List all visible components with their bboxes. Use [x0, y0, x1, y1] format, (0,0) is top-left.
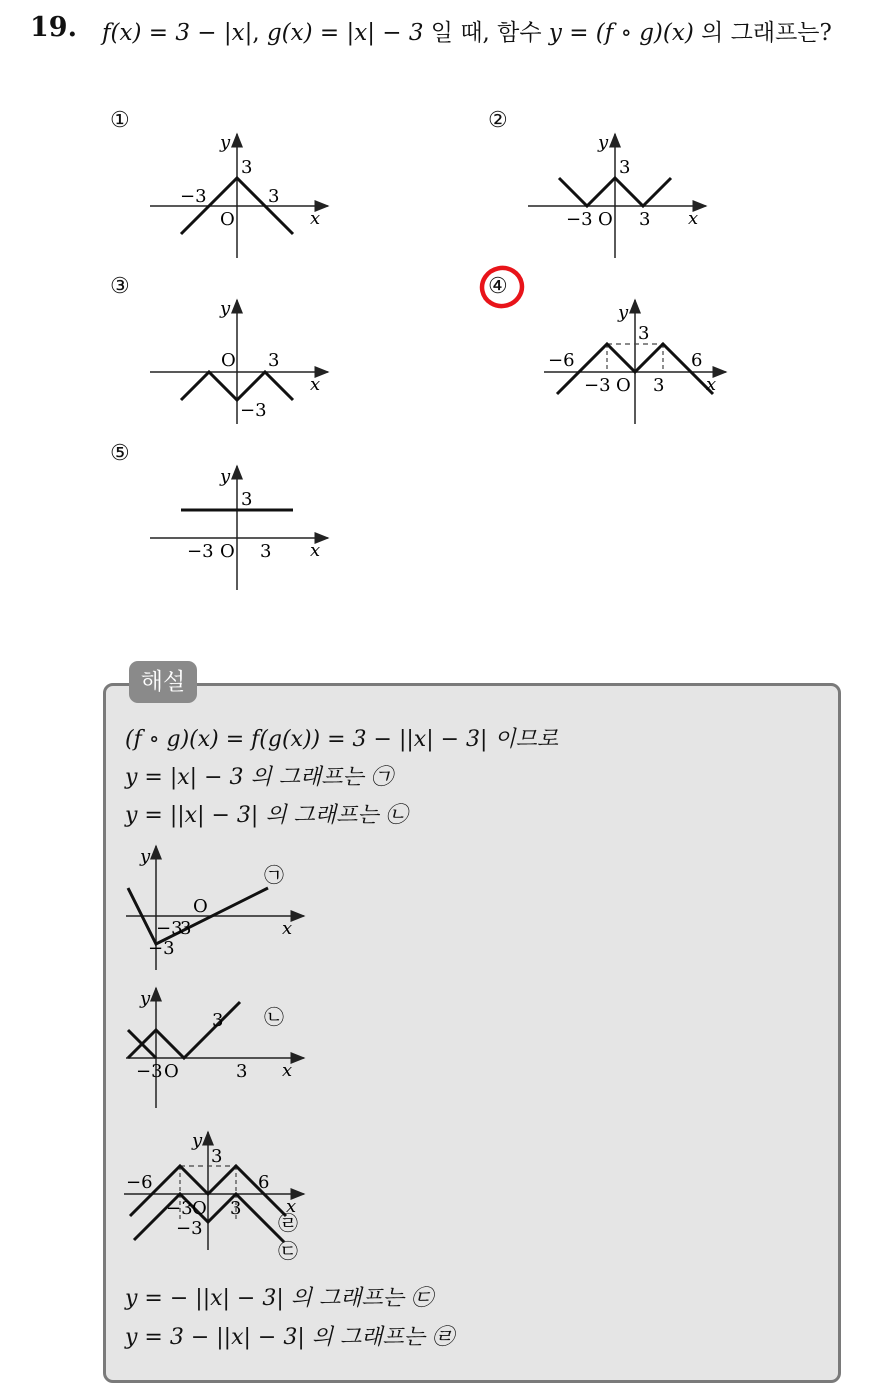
question-body: 일 때, 함수: [430, 20, 542, 46]
tick-x-neg3: −3: [187, 541, 214, 562]
y-axis-label: y: [140, 846, 151, 867]
tick-x-neg3: −3: [180, 186, 207, 207]
choice-3-label[interactable]: ③: [110, 274, 130, 299]
tick-x-6: 6: [691, 350, 703, 371]
y-axis-label: y: [220, 466, 231, 487]
tick-x-neg3: −3: [584, 375, 611, 396]
tick-x-neg3: −3: [156, 918, 183, 939]
composition-expression: y = (f ∘ g)(x): [548, 20, 694, 46]
y-axis-label: y: [220, 132, 231, 153]
x-axis-label: x: [282, 918, 293, 939]
choice-1-label[interactable]: ①: [110, 108, 130, 133]
tick-x-3: 3: [268, 350, 280, 371]
origin-label: O: [192, 1198, 207, 1219]
solution-line-2: y = |x| − 3 의 그래프는 ㉠: [125, 765, 393, 790]
tick-y-neg3: −3: [148, 938, 175, 959]
tick-x-6: 6: [258, 1172, 270, 1193]
tick-x-3: 3: [653, 375, 665, 396]
x-axis-label: x: [688, 208, 699, 229]
question-text: [102, 14, 832, 47]
origin-label: O: [598, 209, 613, 230]
question-number: 19.: [30, 12, 77, 43]
choice-1-graph[interactable]: [140, 128, 340, 263]
origin-label: O: [193, 896, 208, 917]
separator: ,: [252, 20, 260, 46]
x-axis-label: x: [310, 208, 321, 229]
tick-x-neg3: −3: [136, 1061, 163, 1082]
solution-graph-3: [118, 1126, 338, 1266]
tick-y-3: 3: [212, 1010, 224, 1031]
tick-x-neg6: −6: [548, 350, 575, 371]
origin-label: O: [616, 375, 631, 396]
tick-x-3: 3: [260, 541, 272, 562]
tick-x-neg3: −3: [566, 209, 593, 230]
x-axis-label: x: [310, 540, 321, 561]
tick-x-neg6: −6: [126, 1172, 153, 1193]
tick-x-3: 3: [268, 186, 280, 207]
solution-line-4: y = − ||x| − 3| 의 그래프는 ㉢: [125, 1286, 433, 1311]
choice-2-label[interactable]: ②: [488, 108, 508, 133]
x-axis-label: x: [286, 1196, 297, 1217]
choice-5-label[interactable]: ⑤: [110, 441, 130, 466]
graph-mark-digeut: ㉢: [278, 1239, 298, 1263]
graph-mark-giyeok: ㉠: [264, 863, 284, 887]
tick-y-3: 3: [241, 157, 253, 178]
origin-label: O: [220, 541, 235, 562]
graph-mark-nieun: ㉡: [264, 1005, 284, 1029]
y-axis-label: y: [618, 302, 629, 323]
choice-4-label[interactable]: ④: [488, 274, 508, 299]
tick-x-3: 3: [639, 209, 651, 230]
origin-label: O: [221, 350, 236, 371]
graph-mark-rieul: ㉣: [278, 1211, 298, 1235]
tick-x-neg3: −3: [166, 1198, 193, 1219]
g-definition: g(x) = |x| − 3: [266, 20, 424, 46]
f-definition: f(x) = 3 − |x|: [102, 20, 253, 46]
choice-2-graph[interactable]: [518, 128, 718, 263]
tick-y-3: 3: [211, 1146, 223, 1167]
tick-y-neg3: −3: [176, 1218, 203, 1239]
solution-line-5: y = 3 − ||x| − 3| 의 그래프는 ㉣: [125, 1325, 454, 1350]
x-axis-label: x: [282, 1060, 293, 1081]
solution-graph-2: [118, 982, 318, 1117]
y-axis-label: y: [192, 1130, 203, 1151]
solution-line-1: (f ∘ g)(x) = f(g(x)) = 3 − ||x| − 3| 이므로: [125, 727, 559, 752]
tick-x-3: 3: [180, 918, 192, 939]
x-axis-label: x: [310, 374, 321, 395]
tick-y-3: 3: [619, 157, 631, 178]
solution-graph-1: [118, 840, 318, 975]
choice-4-graph[interactable]: [536, 294, 736, 429]
choice-3-graph[interactable]: [140, 294, 340, 429]
solution-line-3: y = ||x| − 3| 의 그래프는 ㉡: [125, 803, 408, 828]
x-axis-label: x: [706, 374, 717, 395]
tick-y-3: 3: [241, 489, 253, 510]
graph-line-lower: [134, 1194, 284, 1242]
origin-label: O: [220, 209, 235, 230]
origin-label: O: [164, 1061, 179, 1082]
y-axis-label: y: [140, 988, 151, 1009]
y-axis-label: y: [598, 132, 609, 153]
tick-y-neg3: −3: [240, 400, 267, 421]
solution-tag: 해설: [129, 661, 197, 703]
tick-x-3: 3: [230, 1198, 242, 1219]
tick-x-3: 3: [236, 1061, 248, 1082]
y-axis-label: y: [220, 298, 231, 319]
question-ask: 의 그래프는?: [701, 20, 832, 46]
tick-y-3: 3: [638, 323, 650, 344]
choice-5-graph[interactable]: [140, 460, 340, 595]
